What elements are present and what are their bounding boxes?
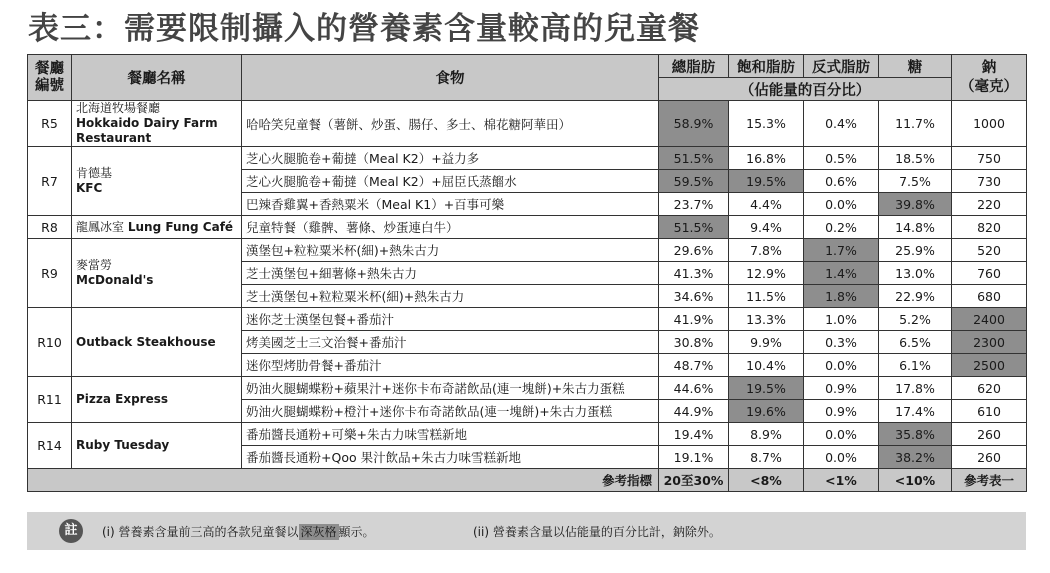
value-sugar: 17.8% bbox=[879, 377, 952, 400]
value-sodium: 2400 bbox=[952, 308, 1027, 331]
food-item: 番茄醬長通粉+Qoo 果汁飲品+朱古力味雪糕新地 bbox=[242, 446, 659, 469]
header-sodium-label: 鈉 bbox=[981, 59, 997, 76]
note-icon: 註 bbox=[59, 519, 83, 543]
restaurant-code: R9 bbox=[28, 239, 72, 308]
value-satfat: 16.8% bbox=[729, 147, 804, 170]
value-transfat: 0.3% bbox=[804, 331, 879, 354]
value-satfat: 11.5% bbox=[729, 285, 804, 308]
food-item: 迷你型烤肋骨餐+番茄汁 bbox=[242, 354, 659, 377]
value-fat: 58.9% bbox=[659, 101, 729, 147]
food-item: 芝士漢堡包+細薯條+熱朱古力 bbox=[242, 262, 659, 285]
footnote-1 bbox=[102, 523, 375, 540]
restaurant-code: R11 bbox=[28, 377, 72, 423]
value-fat: 34.6% bbox=[659, 285, 729, 308]
value-sugar: 7.5% bbox=[879, 170, 952, 193]
restaurant-name bbox=[72, 308, 242, 377]
value-fat: 59.5% bbox=[659, 170, 729, 193]
value-fat: 29.6% bbox=[659, 239, 729, 262]
table-row bbox=[28, 216, 1027, 239]
value-sodium: 260 bbox=[952, 446, 1027, 469]
value-sugar: 38.2% bbox=[879, 446, 952, 469]
restaurant-name-zh: 麥當勞 bbox=[76, 258, 113, 272]
value-transfat: 0.2% bbox=[804, 216, 879, 239]
footnote-1-highlight: 深灰格 bbox=[300, 525, 337, 539]
value-sugar: 6.1% bbox=[879, 354, 952, 377]
header-code: 餐廳編號 bbox=[28, 55, 72, 101]
restaurant-name-en: Lung Fung Café bbox=[127, 219, 234, 234]
value-fat: 30.8% bbox=[659, 331, 729, 354]
food-item: 迷你芝士漢堡包餐+番茄汁 bbox=[242, 308, 659, 331]
restaurant-code: R8 bbox=[28, 216, 72, 239]
header-sugar: 糖 bbox=[879, 55, 952, 78]
value-fat: 41.3% bbox=[659, 262, 729, 285]
value-sugar: 14.8% bbox=[879, 216, 952, 239]
value-satfat: 19.5% bbox=[729, 377, 804, 400]
value-satfat: 10.4% bbox=[729, 354, 804, 377]
restaurant-name-en: Pizza Express bbox=[76, 392, 169, 406]
restaurant-code: R14 bbox=[28, 423, 72, 469]
footnote-2: (ii) 營養素含量以佔能量的百分比計，鈉除外。 bbox=[473, 525, 721, 539]
restaurant-name bbox=[72, 101, 242, 147]
value-fat: 51.5% bbox=[659, 216, 729, 239]
value-fat: 51.5% bbox=[659, 147, 729, 170]
reference-row bbox=[28, 469, 1027, 492]
food-item: 烤美國芝士三文治餐+番茄汁 bbox=[242, 331, 659, 354]
value-sugar: 22.9% bbox=[879, 285, 952, 308]
food-item: 番茄醬長通粉+可樂+朱古力味雪糕新地 bbox=[242, 423, 659, 446]
value-sugar: 6.5% bbox=[879, 331, 952, 354]
header-fat: 總脂肪 bbox=[659, 55, 729, 78]
table-row bbox=[28, 239, 1027, 262]
table-row bbox=[28, 423, 1027, 446]
header-sodium bbox=[952, 55, 1027, 101]
food-item: 兒童特餐（雞髀、薯條、炒蛋連白牛） bbox=[242, 216, 659, 239]
value-transfat: 1.8% bbox=[804, 285, 879, 308]
value-fat: 19.1% bbox=[659, 446, 729, 469]
value-sodium: 760 bbox=[952, 262, 1027, 285]
restaurant-code: R5 bbox=[28, 101, 72, 147]
value-satfat: 8.7% bbox=[729, 446, 804, 469]
value-sodium: 620 bbox=[952, 377, 1027, 400]
table-row bbox=[28, 101, 1027, 147]
header-satfat: 飽和脂肪 bbox=[729, 55, 804, 78]
value-transfat: 0.0% bbox=[804, 423, 879, 446]
restaurant-code: R10 bbox=[28, 308, 72, 377]
table-row bbox=[28, 147, 1027, 170]
header-restaurant: 餐廳名稱 bbox=[72, 55, 242, 101]
value-transfat: 0.0% bbox=[804, 446, 879, 469]
restaurant-name-en: Hokkaido Dairy Farm Restaurant bbox=[76, 116, 218, 145]
value-satfat: 15.3% bbox=[729, 101, 804, 147]
restaurant-name-zh: 北海道牧場餐廳 bbox=[76, 101, 161, 115]
restaurant-name bbox=[72, 216, 242, 239]
food-item: 漢堡包+粒粒粟米杯(細)+熱朱古力 bbox=[242, 239, 659, 262]
value-sugar: 5.2% bbox=[879, 308, 952, 331]
food-item: 芝士漢堡包+粒粒粟米杯(細)+熱朱古力 bbox=[242, 285, 659, 308]
value-sodium: 1000 bbox=[952, 101, 1027, 147]
value-transfat: 0.4% bbox=[804, 101, 879, 147]
value-sodium: 820 bbox=[952, 216, 1027, 239]
value-satfat: 12.9% bbox=[729, 262, 804, 285]
reference-label: 參考指標 bbox=[28, 469, 659, 492]
value-fat: 48.7% bbox=[659, 354, 729, 377]
value-fat: 44.9% bbox=[659, 400, 729, 423]
value-satfat: 19.6% bbox=[729, 400, 804, 423]
food-item: 芝心火腿脆卷+葡撻（Meal K2）+益力多 bbox=[242, 147, 659, 170]
restaurant-code: R7 bbox=[28, 147, 72, 216]
footnote-1-text: (i) 營養素含量前三高的各款兒童餐以 bbox=[102, 525, 299, 539]
value-sugar: 18.5% bbox=[879, 147, 952, 170]
reference-satfat: <8% bbox=[729, 469, 804, 492]
value-sodium: 520 bbox=[952, 239, 1027, 262]
value-sodium: 610 bbox=[952, 400, 1027, 423]
value-sugar: 39.8% bbox=[879, 193, 952, 216]
value-satfat: 7.8% bbox=[729, 239, 804, 262]
restaurant-name-en: Ruby Tuesday bbox=[76, 438, 170, 452]
reference-transfat: <1% bbox=[804, 469, 879, 492]
header-percent-note: （佔能量的百分比） bbox=[659, 78, 952, 101]
header-sodium-unit: （毫克） bbox=[960, 78, 1018, 95]
reference-sugar: <10% bbox=[879, 469, 952, 492]
restaurant-name bbox=[72, 147, 242, 216]
value-satfat: 13.3% bbox=[729, 308, 804, 331]
footnote-bar bbox=[27, 512, 1026, 550]
food-item: 芝心火腿脆卷+葡撻（Meal K2）+屈臣氏蒸餾水 bbox=[242, 170, 659, 193]
value-transfat: 0.5% bbox=[804, 147, 879, 170]
value-fat: 23.7% bbox=[659, 193, 729, 216]
reference-sodium: 參考表一 bbox=[952, 469, 1027, 492]
value-sugar: 13.0% bbox=[879, 262, 952, 285]
footnote-1-end: 顯示。 bbox=[338, 525, 375, 539]
reference-fat: 20至30% bbox=[659, 469, 729, 492]
restaurant-name bbox=[72, 377, 242, 423]
table-row bbox=[28, 308, 1027, 331]
value-sodium: 220 bbox=[952, 193, 1027, 216]
value-transfat: 0.9% bbox=[804, 400, 879, 423]
value-satfat: 19.5% bbox=[729, 170, 804, 193]
restaurant-name-zh: 龍鳳冰室 bbox=[76, 219, 125, 234]
header-food: 食物 bbox=[242, 55, 659, 101]
value-transfat: 1.0% bbox=[804, 308, 879, 331]
restaurant-name bbox=[72, 239, 242, 308]
food-item: 奶油火腿蝴蝶粉+蘋果汁+迷你卡布奇諾飲品(連一塊餅)+朱古力蛋糕 bbox=[242, 377, 659, 400]
table-row bbox=[28, 377, 1027, 400]
value-sodium: 2300 bbox=[952, 331, 1027, 354]
value-transfat: 0.9% bbox=[804, 377, 879, 400]
value-transfat: 0.6% bbox=[804, 170, 879, 193]
value-satfat: 9.9% bbox=[729, 331, 804, 354]
value-transfat: 1.4% bbox=[804, 262, 879, 285]
value-transfat: 0.0% bbox=[804, 354, 879, 377]
restaurant-name bbox=[72, 423, 242, 469]
restaurant-name-en: Outback Steakhouse bbox=[76, 334, 216, 349]
value-sodium: 750 bbox=[952, 147, 1027, 170]
value-sugar: 25.9% bbox=[879, 239, 952, 262]
value-fat: 44.6% bbox=[659, 377, 729, 400]
value-sugar: 11.7% bbox=[879, 101, 952, 147]
value-sodium: 260 bbox=[952, 423, 1027, 446]
value-satfat: 9.4% bbox=[729, 216, 804, 239]
value-transfat: 0.0% bbox=[804, 193, 879, 216]
food-item: 哈哈笑兒童餐（薯餅、炒蛋、腸仔、多士、棉花糖阿華田） bbox=[242, 101, 659, 147]
value-sodium: 680 bbox=[952, 285, 1027, 308]
restaurant-name-zh: 肯德基 bbox=[76, 166, 113, 180]
value-satfat: 4.4% bbox=[729, 193, 804, 216]
value-transfat: 1.7% bbox=[804, 239, 879, 262]
restaurant-name-en: McDonald's bbox=[76, 273, 154, 287]
value-fat: 19.4% bbox=[659, 423, 729, 446]
page-title: 表三：需要限制攝入的營養素含量較高的兒童餐 bbox=[28, 11, 700, 47]
value-sugar: 17.4% bbox=[879, 400, 952, 423]
food-item: 巴辣香雞翼+香熱粟米（Meal K1）+百事可樂 bbox=[242, 193, 659, 216]
value-satfat: 8.9% bbox=[729, 423, 804, 446]
value-fat: 41.9% bbox=[659, 308, 729, 331]
value-sodium: 2500 bbox=[952, 354, 1027, 377]
nutrition-table bbox=[27, 54, 1027, 492]
value-sugar: 35.8% bbox=[879, 423, 952, 446]
food-item: 奶油火腿蝴蝶粉+橙汁+迷你卡布奇諾飲品(連一塊餅)+朱古力蛋糕 bbox=[242, 400, 659, 423]
restaurant-name-en: KFC bbox=[76, 181, 103, 195]
header-transfat: 反式脂肪 bbox=[804, 55, 879, 78]
value-sodium: 730 bbox=[952, 170, 1027, 193]
